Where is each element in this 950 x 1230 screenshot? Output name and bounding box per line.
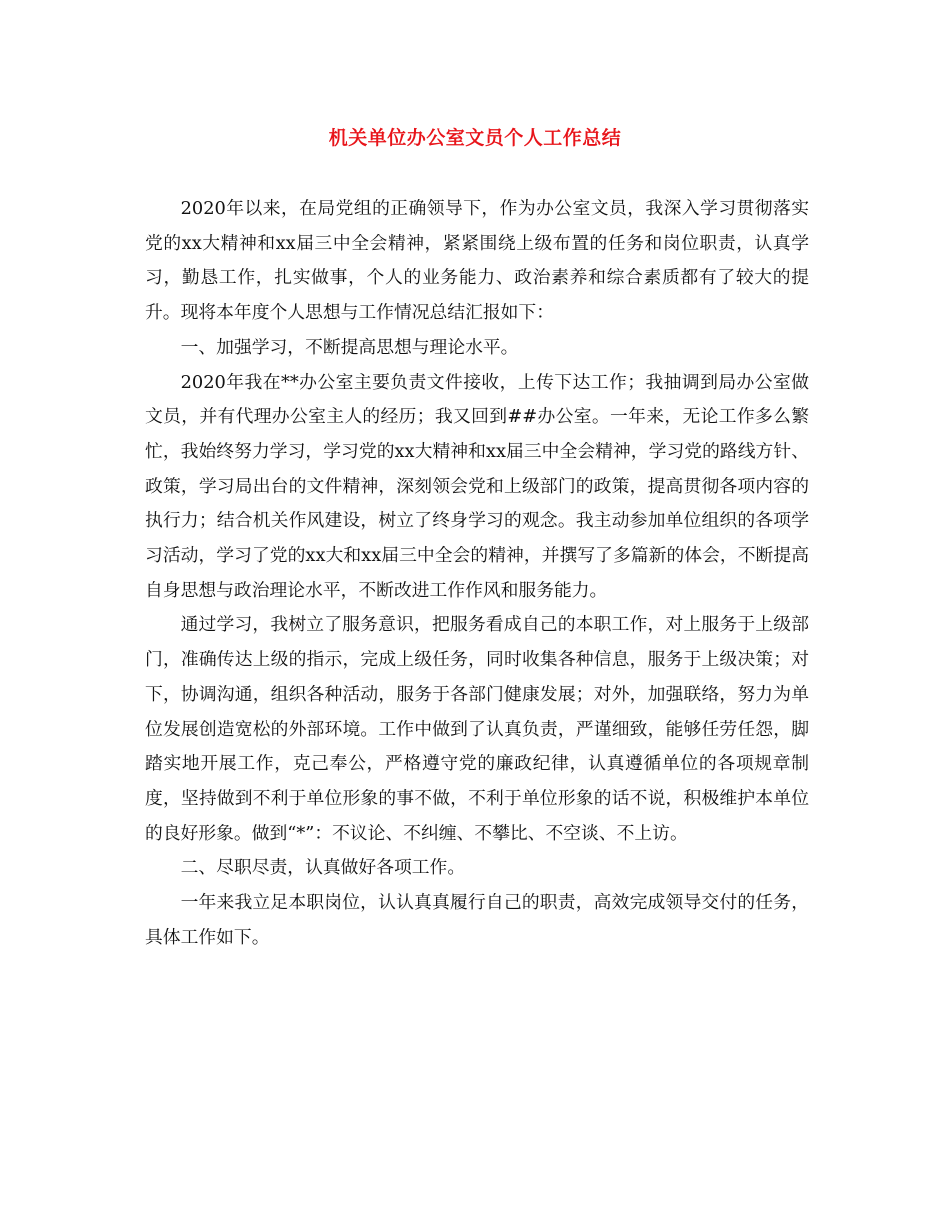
- paragraph: 通过学习，我树立了服务意识，把服务看成自己的本职工作，对上服务于上级部门，准确传达上级的指示，完成上级任务，同时收集各种信息，服务于上级决策；对下，协调沟通，组织各种活动，服务于各部门健康发展；对外，加强联络，努力为单位发展创造宽松的外部环境。工作中做到了认真负责，严谨细致，能够任劳任怨，脚踏实地开展工作，克己奉公，严格遵守党的廉政纪律，认真遵循单位的各项规章制度，坚持做到不利于单位形象的事不做，不利于单位形象的话不说，积极维护本单位的良好形象。做到“*”：不议论、不纠缠、不攀比、不空谈、不上访。: [145, 614, 809, 844]
- section-heading: 一、加强学习，不断提高思想与理论水平。: [180, 336, 519, 358]
- paragraph: 一年来我立足本职岗位，认认真真履行自己的职责，高效完成领导交付的任务，具体工作如下。: [145, 892, 809, 948]
- document-title: 机关单位办公室文员个人工作总结: [328, 127, 622, 149]
- document-body: [145, 192, 809, 955]
- paragraph: 2020年我在**办公室主要负责文件接收，上传下达工作；我抽调到局办公室做文员，并有代理办公室主人的经历；我又回到##办公室。一年来，无论工作多么繁忙，我始终努力学习，学习党的xx大精神和xx届三中全会精神，学习党的路线方针、政策，学习局出台的文件精神，深刻领会党和上级部门的政策，提高贯彻各项内容的执行力；结合机关作风建设，树立了终身学习的观念。我主动参加单位组织的各项学习活动，学习了党的xx大和xx届三中全会的精神，并撰写了多篇新的体会，不断提高自身思想与政治理论水平，不断改进工作作风和服务能力。: [145, 371, 809, 601]
- section-heading: 二、尽职尽责，认真做好各项工作。: [180, 857, 466, 879]
- paragraph: 2020年以来，在局党组的正确领导下，作为办公室文员，我深入学习贯彻落实党的xx大精神和xx届三中全会精神，紧紧围绕上级布置的任务和岗位职责，认真学习，勤恳工作，扎实做事，个人的业务能力、政治素养和综合素质都有了较大的提升。现将本年度个人思想与工作情况总结汇报如下：: [145, 198, 809, 324]
